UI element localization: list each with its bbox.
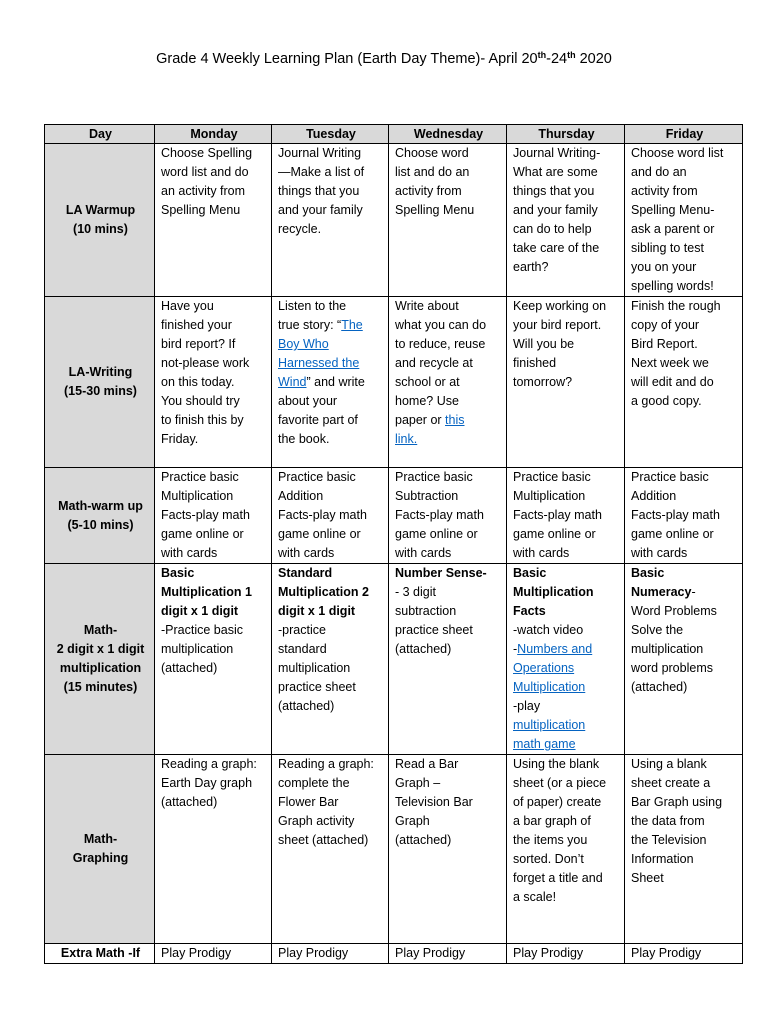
cell-line: sibling to test xyxy=(631,241,704,255)
cell-math-warmup-wednesday xyxy=(389,468,507,564)
cell-line: Choose word list xyxy=(631,146,724,160)
cell-line: What are some xyxy=(513,165,598,179)
column-header-monday: Monday xyxy=(155,125,272,144)
row-label-line: LA Warmup xyxy=(65,203,136,217)
title-superscript: th xyxy=(537,50,547,60)
column-header-thursday: Thursday xyxy=(507,125,625,144)
cell-heading-line: Number Sense- xyxy=(395,566,487,580)
cell-math-multiplication-monday xyxy=(155,564,272,755)
title-date-range: -24 xyxy=(546,51,568,67)
cell-line xyxy=(278,354,384,373)
cell-line: Practice basic xyxy=(278,470,356,484)
cell-line: - 3 digit xyxy=(395,585,436,599)
cell-line: your bird report. xyxy=(513,318,602,332)
cell-line: home? Use xyxy=(395,394,459,408)
cell-line: game online or xyxy=(513,527,596,541)
cell-line: Earth Day graph xyxy=(161,776,253,790)
cell-heading-line: Basic xyxy=(631,566,665,580)
title-superscript: th xyxy=(567,50,576,60)
cell-math-warmup-tuesday xyxy=(272,468,389,564)
cell-line: Write about xyxy=(395,299,459,313)
cell-heading-line: Standard xyxy=(278,566,333,580)
math-game-link[interactable]: math game xyxy=(513,737,576,751)
cell-line: Play Prodigy xyxy=(395,946,466,960)
cell-line: Addition xyxy=(631,489,677,503)
cell-line: with cards xyxy=(161,546,218,560)
cell-line: and recycle at xyxy=(395,356,473,370)
cell-line xyxy=(278,373,384,392)
cell-line: bird report? If xyxy=(161,337,236,351)
cell-line: practice sheet xyxy=(395,623,473,637)
table-row-math-warmup xyxy=(45,468,743,564)
cell-math-graphing-friday xyxy=(625,755,743,944)
cell-line: Using the blank xyxy=(513,757,600,771)
cell-line: tomorrow? xyxy=(513,375,573,389)
cell-line: the data from xyxy=(631,814,705,828)
cell-line: sheet (or a piece xyxy=(513,776,607,790)
cell-line: Subtraction xyxy=(395,489,459,503)
cell-line: multiplication xyxy=(278,661,351,675)
cell-la-writing-friday xyxy=(625,297,743,468)
this-link[interactable]: link. xyxy=(395,432,418,446)
cell-line: forget a title and xyxy=(513,871,603,885)
cell-line: the book. xyxy=(278,432,330,446)
row-label-line: Math- xyxy=(83,832,118,846)
cell-la-writing-thursday xyxy=(507,297,625,468)
cell-line: Practice basic xyxy=(631,470,709,484)
cell-line: with cards xyxy=(513,546,570,560)
cell-line: Graph xyxy=(395,814,430,828)
cell-math-multiplication-tuesday xyxy=(272,564,389,755)
cell-heading-text: Numeracy xyxy=(631,585,692,599)
cell-line xyxy=(278,335,384,354)
cell-line: things that you xyxy=(513,184,595,198)
cell-line: to reduce, reuse xyxy=(395,337,486,351)
cell-line: Sheet xyxy=(631,871,664,885)
cell-line: things that you xyxy=(278,184,360,198)
video-link[interactable]: Operations xyxy=(513,661,575,675)
cell-line: Facts-play math xyxy=(513,508,602,522)
cell-la-warmup-friday xyxy=(625,144,743,297)
cell-line: (attached) xyxy=(631,680,688,694)
cell-line: multiplication xyxy=(631,642,704,656)
cell-line: game online or xyxy=(278,527,361,541)
cell-line: activity from xyxy=(631,184,698,198)
row-header-math-graphing xyxy=(45,755,155,944)
cell-line: and your family xyxy=(278,203,363,217)
cell-line: copy of your xyxy=(631,318,700,332)
cell-extra-math-wednesday xyxy=(389,944,507,964)
cell-line: (attached) xyxy=(278,699,335,713)
cell-line: earth? xyxy=(513,260,549,274)
cell-line: Facts-play math xyxy=(395,508,484,522)
cell-line: Bar Graph using xyxy=(631,795,723,809)
cell-line: Keep working on xyxy=(513,299,607,313)
title-text: Grade 4 Weekly Learning Plan (Earth Day Theme)- April 20 xyxy=(156,51,538,67)
cell-line: game online or xyxy=(161,527,244,541)
cell-line: list and do an xyxy=(395,165,470,179)
column-header-wednesday: Wednesday xyxy=(389,125,507,144)
book-title-link[interactable]: Wind xyxy=(278,375,307,389)
cell-line: (attached) xyxy=(161,661,218,675)
cell-line: Reading a graph: xyxy=(161,757,257,771)
video-link[interactable]: Numbers and xyxy=(517,642,593,656)
cell-heading-line: Multiplication 1 xyxy=(161,585,252,599)
cell-heading-line: Multiplication 2 xyxy=(278,585,369,599)
cell-line: Play Prodigy xyxy=(278,946,349,960)
cell-text: - xyxy=(513,642,518,656)
title-year: 2020 xyxy=(575,51,612,67)
cell-text: true story: “ xyxy=(278,318,342,332)
cell-math-multiplication-friday xyxy=(625,564,743,755)
cell-line: Read a Bar xyxy=(395,757,459,771)
cell-line xyxy=(513,659,620,678)
cell-line: and your family xyxy=(513,203,598,217)
cell-line xyxy=(395,430,502,449)
cell-line: Play Prodigy xyxy=(631,946,702,960)
cell-line xyxy=(513,678,620,697)
cell-line: word problems xyxy=(631,661,713,675)
cell-line: Choose word xyxy=(395,146,469,160)
cell-line: will edit and do xyxy=(631,375,714,389)
row-header-math-warmup xyxy=(45,468,155,564)
cell-extra-math-tuesday xyxy=(272,944,389,964)
cell-line: Using a blank xyxy=(631,757,707,771)
cell-line: standard xyxy=(278,642,327,656)
cell-line: Flower Bar xyxy=(278,795,339,809)
cell-line: a scale! xyxy=(513,890,557,904)
cell-line: take care of the xyxy=(513,241,600,255)
cell-math-graphing-thursday xyxy=(507,755,625,944)
cell-line: Play Prodigy xyxy=(513,946,584,960)
cell-line: Graph activity xyxy=(278,814,355,828)
cell-line xyxy=(513,735,620,754)
cell-line: the items you xyxy=(513,833,588,847)
cell-la-writing-monday xyxy=(155,297,272,468)
cell-line: Multiplication xyxy=(513,489,586,503)
table-row-la-writing xyxy=(45,297,743,468)
cell-line: multiplication xyxy=(161,642,234,656)
cell-line: -practice xyxy=(278,623,326,637)
cell-line: sheet (attached) xyxy=(278,833,369,847)
cell-line: ask a parent or xyxy=(631,222,715,236)
column-header-day: Day xyxy=(45,125,155,144)
row-header-extra-math xyxy=(45,944,155,964)
cell-line: Information xyxy=(631,852,694,866)
table-row-la-warmup xyxy=(45,144,743,297)
cell-line: -play xyxy=(513,699,541,713)
row-label-line: Extra Math -If xyxy=(60,946,141,960)
cell-line: can do to help xyxy=(513,222,592,236)
cell-line: Practice basic xyxy=(161,470,239,484)
cell-line: Finish the rough xyxy=(631,299,721,313)
book-title-link[interactable]: Boy Who xyxy=(278,337,329,351)
row-label-line: Graphing xyxy=(72,851,129,865)
cell-line: what you can do xyxy=(395,318,487,332)
cell-line: sorted. Don’t xyxy=(513,852,584,866)
cell-line: with cards xyxy=(395,546,452,560)
cell-line: Practice basic xyxy=(513,470,591,484)
row-label-line: (15-30 mins) xyxy=(64,384,137,398)
row-label-line: Math-warm up xyxy=(58,498,143,513)
table-row-extra-math xyxy=(45,944,743,964)
cell-line: -watch video xyxy=(513,623,584,637)
cell-line: Facts-play math xyxy=(631,508,720,522)
cell-line: Solve the xyxy=(631,623,684,637)
row-header-math-multiplication xyxy=(45,564,155,755)
cell-text: ” and write xyxy=(306,375,365,389)
cell-line: Spelling Menu- xyxy=(631,203,715,217)
cell-line: word list and do xyxy=(161,165,249,179)
cell-line: Bird Report. xyxy=(631,337,698,351)
row-label-line: Math- xyxy=(83,623,118,637)
cell-line xyxy=(395,411,502,430)
cell-line: favorite part of xyxy=(278,413,358,427)
cell-line: subtraction xyxy=(395,604,457,618)
book-title-link[interactable]: Harnessed the xyxy=(278,356,360,370)
row-label-line: (15 minutes) xyxy=(63,680,138,694)
cell-line xyxy=(513,640,620,659)
column-header-friday: Friday xyxy=(625,125,743,144)
cell-math-warmup-friday xyxy=(625,468,743,564)
cell-line: (attached) xyxy=(395,642,452,656)
cell-line: and do an xyxy=(631,165,687,179)
cell-line: school or at xyxy=(395,375,460,389)
cell-math-multiplication-wednesday xyxy=(389,564,507,755)
cell-line: You should try xyxy=(161,394,240,408)
row-header-la-writing xyxy=(45,297,155,468)
cell-line: Play Prodigy xyxy=(161,946,232,960)
cell-line: Next week we xyxy=(631,356,709,370)
cell-line xyxy=(278,316,384,335)
cell-line: recycle. xyxy=(278,222,322,236)
cell-line: Will you be xyxy=(513,337,575,351)
cell-line: (attached) xyxy=(161,795,218,809)
cell-line: Word Problems xyxy=(631,604,717,618)
cell-la-writing-tuesday xyxy=(272,297,389,468)
cell-line: Practice basic xyxy=(395,470,473,484)
cell-line: sheet create a xyxy=(631,776,711,790)
cell-text: - xyxy=(691,585,696,599)
row-label-line: 2 digit x 1 digit xyxy=(56,642,145,656)
cell-math-multiplication-thursday xyxy=(507,564,625,755)
cell-la-warmup-wednesday xyxy=(389,144,507,297)
cell-line: Spelling Menu xyxy=(161,203,241,217)
cell-line: of paper) create xyxy=(513,795,602,809)
row-header-la-warmup xyxy=(45,144,155,297)
cell-line: you on your xyxy=(631,260,697,274)
cell-extra-math-monday xyxy=(155,944,272,964)
cell-line: Graph – xyxy=(395,776,441,790)
cell-line: a good copy. xyxy=(631,394,702,408)
cell-line: the Television xyxy=(631,833,707,847)
cell-heading-line: Basic xyxy=(513,566,547,580)
cell-math-graphing-tuesday xyxy=(272,755,389,944)
cell-line: on this today. xyxy=(161,375,235,389)
cell-line: spelling words! xyxy=(631,279,714,293)
cell-line xyxy=(513,716,620,735)
column-header-tuesday: Tuesday xyxy=(272,125,389,144)
cell-line: (attached) xyxy=(395,833,452,847)
table-header-row xyxy=(45,125,743,144)
cell-extra-math-friday xyxy=(625,944,743,964)
cell-line xyxy=(631,583,738,602)
cell-line: Have you xyxy=(161,299,214,313)
table-row-math-graphing xyxy=(45,755,743,944)
row-label-line: multiplication xyxy=(59,661,142,675)
learning-plan-table xyxy=(44,124,743,964)
cell-heading-line: Basic xyxy=(161,566,195,580)
cell-line: activity from xyxy=(395,184,462,198)
cell-line: game online or xyxy=(395,527,478,541)
this-link[interactable]: this xyxy=(445,413,465,427)
cell-la-warmup-monday xyxy=(155,144,272,297)
cell-la-writing-wednesday xyxy=(389,297,507,468)
cell-line: game online or xyxy=(631,527,714,541)
cell-line: with cards xyxy=(631,546,688,560)
cell-line: Reading a graph: xyxy=(278,757,374,771)
cell-extra-math-thursday xyxy=(507,944,625,964)
cell-line: not-please work xyxy=(161,356,250,370)
cell-la-warmup-thursday xyxy=(507,144,625,297)
cell-line: Facts-play math xyxy=(278,508,367,522)
row-label-line: (5-10 mins) xyxy=(67,517,134,532)
cell-line: —Make a list of xyxy=(278,165,365,179)
page-title xyxy=(0,50,768,67)
cell-line: Addition xyxy=(278,489,324,503)
cell-line: complete the xyxy=(278,776,350,790)
cell-line: with cards xyxy=(278,546,335,560)
row-label-line: LA-Writing xyxy=(68,365,133,379)
cell-heading-line: Facts xyxy=(513,604,546,618)
cell-line: Listen to the xyxy=(278,299,347,313)
video-link[interactable]: Multiplication xyxy=(513,680,586,694)
cell-heading-line: Multiplication xyxy=(513,585,594,599)
cell-text: paper or xyxy=(395,413,446,427)
book-title-link[interactable]: The xyxy=(341,318,363,332)
row-label-line: (10 mins) xyxy=(73,222,128,236)
cell-math-warmup-monday xyxy=(155,468,272,564)
cell-line: Friday. xyxy=(161,432,199,446)
cell-line: Journal Writing- xyxy=(513,146,601,160)
cell-line: Choose Spelling xyxy=(161,146,253,160)
math-game-link[interactable]: multiplication xyxy=(513,718,586,732)
cell-math-graphing-wednesday xyxy=(389,755,507,944)
cell-line: Journal Writing xyxy=(278,146,362,160)
cell-line: about your xyxy=(278,394,338,408)
cell-line: -Practice basic xyxy=(161,623,243,637)
cell-line: Facts-play math xyxy=(161,508,250,522)
cell-la-warmup-tuesday xyxy=(272,144,389,297)
cell-line: Multiplication xyxy=(161,489,234,503)
table-row-math-multiplication xyxy=(45,564,743,755)
cell-line: a bar graph of xyxy=(513,814,591,828)
cell-line: finished xyxy=(513,356,557,370)
cell-line: practice sheet xyxy=(278,680,356,694)
cell-math-warmup-thursday xyxy=(507,468,625,564)
cell-line: Spelling Menu xyxy=(395,203,475,217)
cell-line: finished your xyxy=(161,318,232,332)
cell-heading-line: digit x 1 digit xyxy=(161,604,239,618)
cell-math-graphing-monday xyxy=(155,755,272,944)
cell-line: to finish this by xyxy=(161,413,244,427)
cell-line: Television Bar xyxy=(395,795,473,809)
cell-line: an activity from xyxy=(161,184,246,198)
cell-heading-line: digit x 1 digit xyxy=(278,604,356,618)
